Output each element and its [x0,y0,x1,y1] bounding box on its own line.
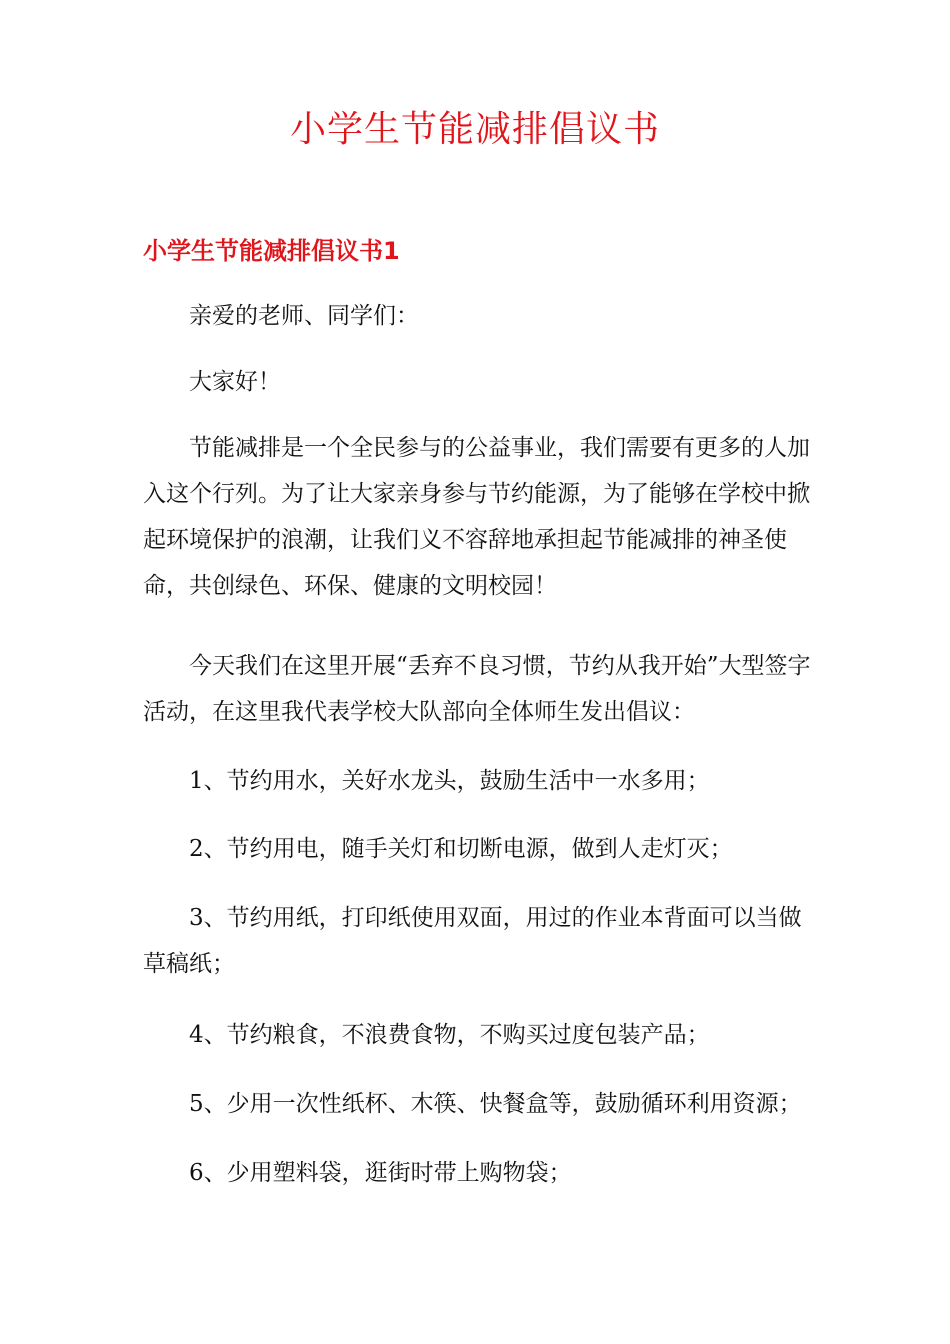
greeting-paragraph: 亲爱的老师、同学们： [189,303,419,329]
proposal-item-6: 6、少用塑料袋，逛街时带上购物袋； [189,1160,572,1186]
intro-paragraph: 节能减排是一个全民参与的公益事业，我们需要有更多的人加入这个行列。为了让大家亲身参与节约能源，为了能够在学校中掀起环境保护的浪潮，让我们义不容辞地承担起节能减排的神圣使命，共创绿色、环保、健康的文明校园！ [143,435,810,599]
proposal-item-1: 1、节约用水，关好水龙头，鼓励生活中一水多用； [189,768,710,794]
salutation-paragraph: 大家好！ [189,369,281,395]
section-heading: 小学生节能减排倡议书1 [143,237,400,265]
proposal-item-5: 5、少用一次性纸杯、木筷、快餐盒等，鼓励循环利用资源； [189,1091,802,1117]
proposal-item-3: 3、节约用纸，打印纸使用双面，用过的作业本背面可以当做草稿纸； [143,905,802,977]
document-title: 小学生节能减排倡议书 [289,109,660,150]
activity-paragraph: 今天我们在这里开展“丢弃不良习惯，节约从我开始”大型签字活动，在这里我代表学校大队部向全体师生发出倡议： [143,653,811,725]
proposal-item-4: 4、节约粮食，不浪费食物，不购买过度包装产品； [189,1022,710,1048]
proposal-item-2: 2、节约用电，随手关灯和切断电源，做到人走灯灭； [189,836,733,862]
